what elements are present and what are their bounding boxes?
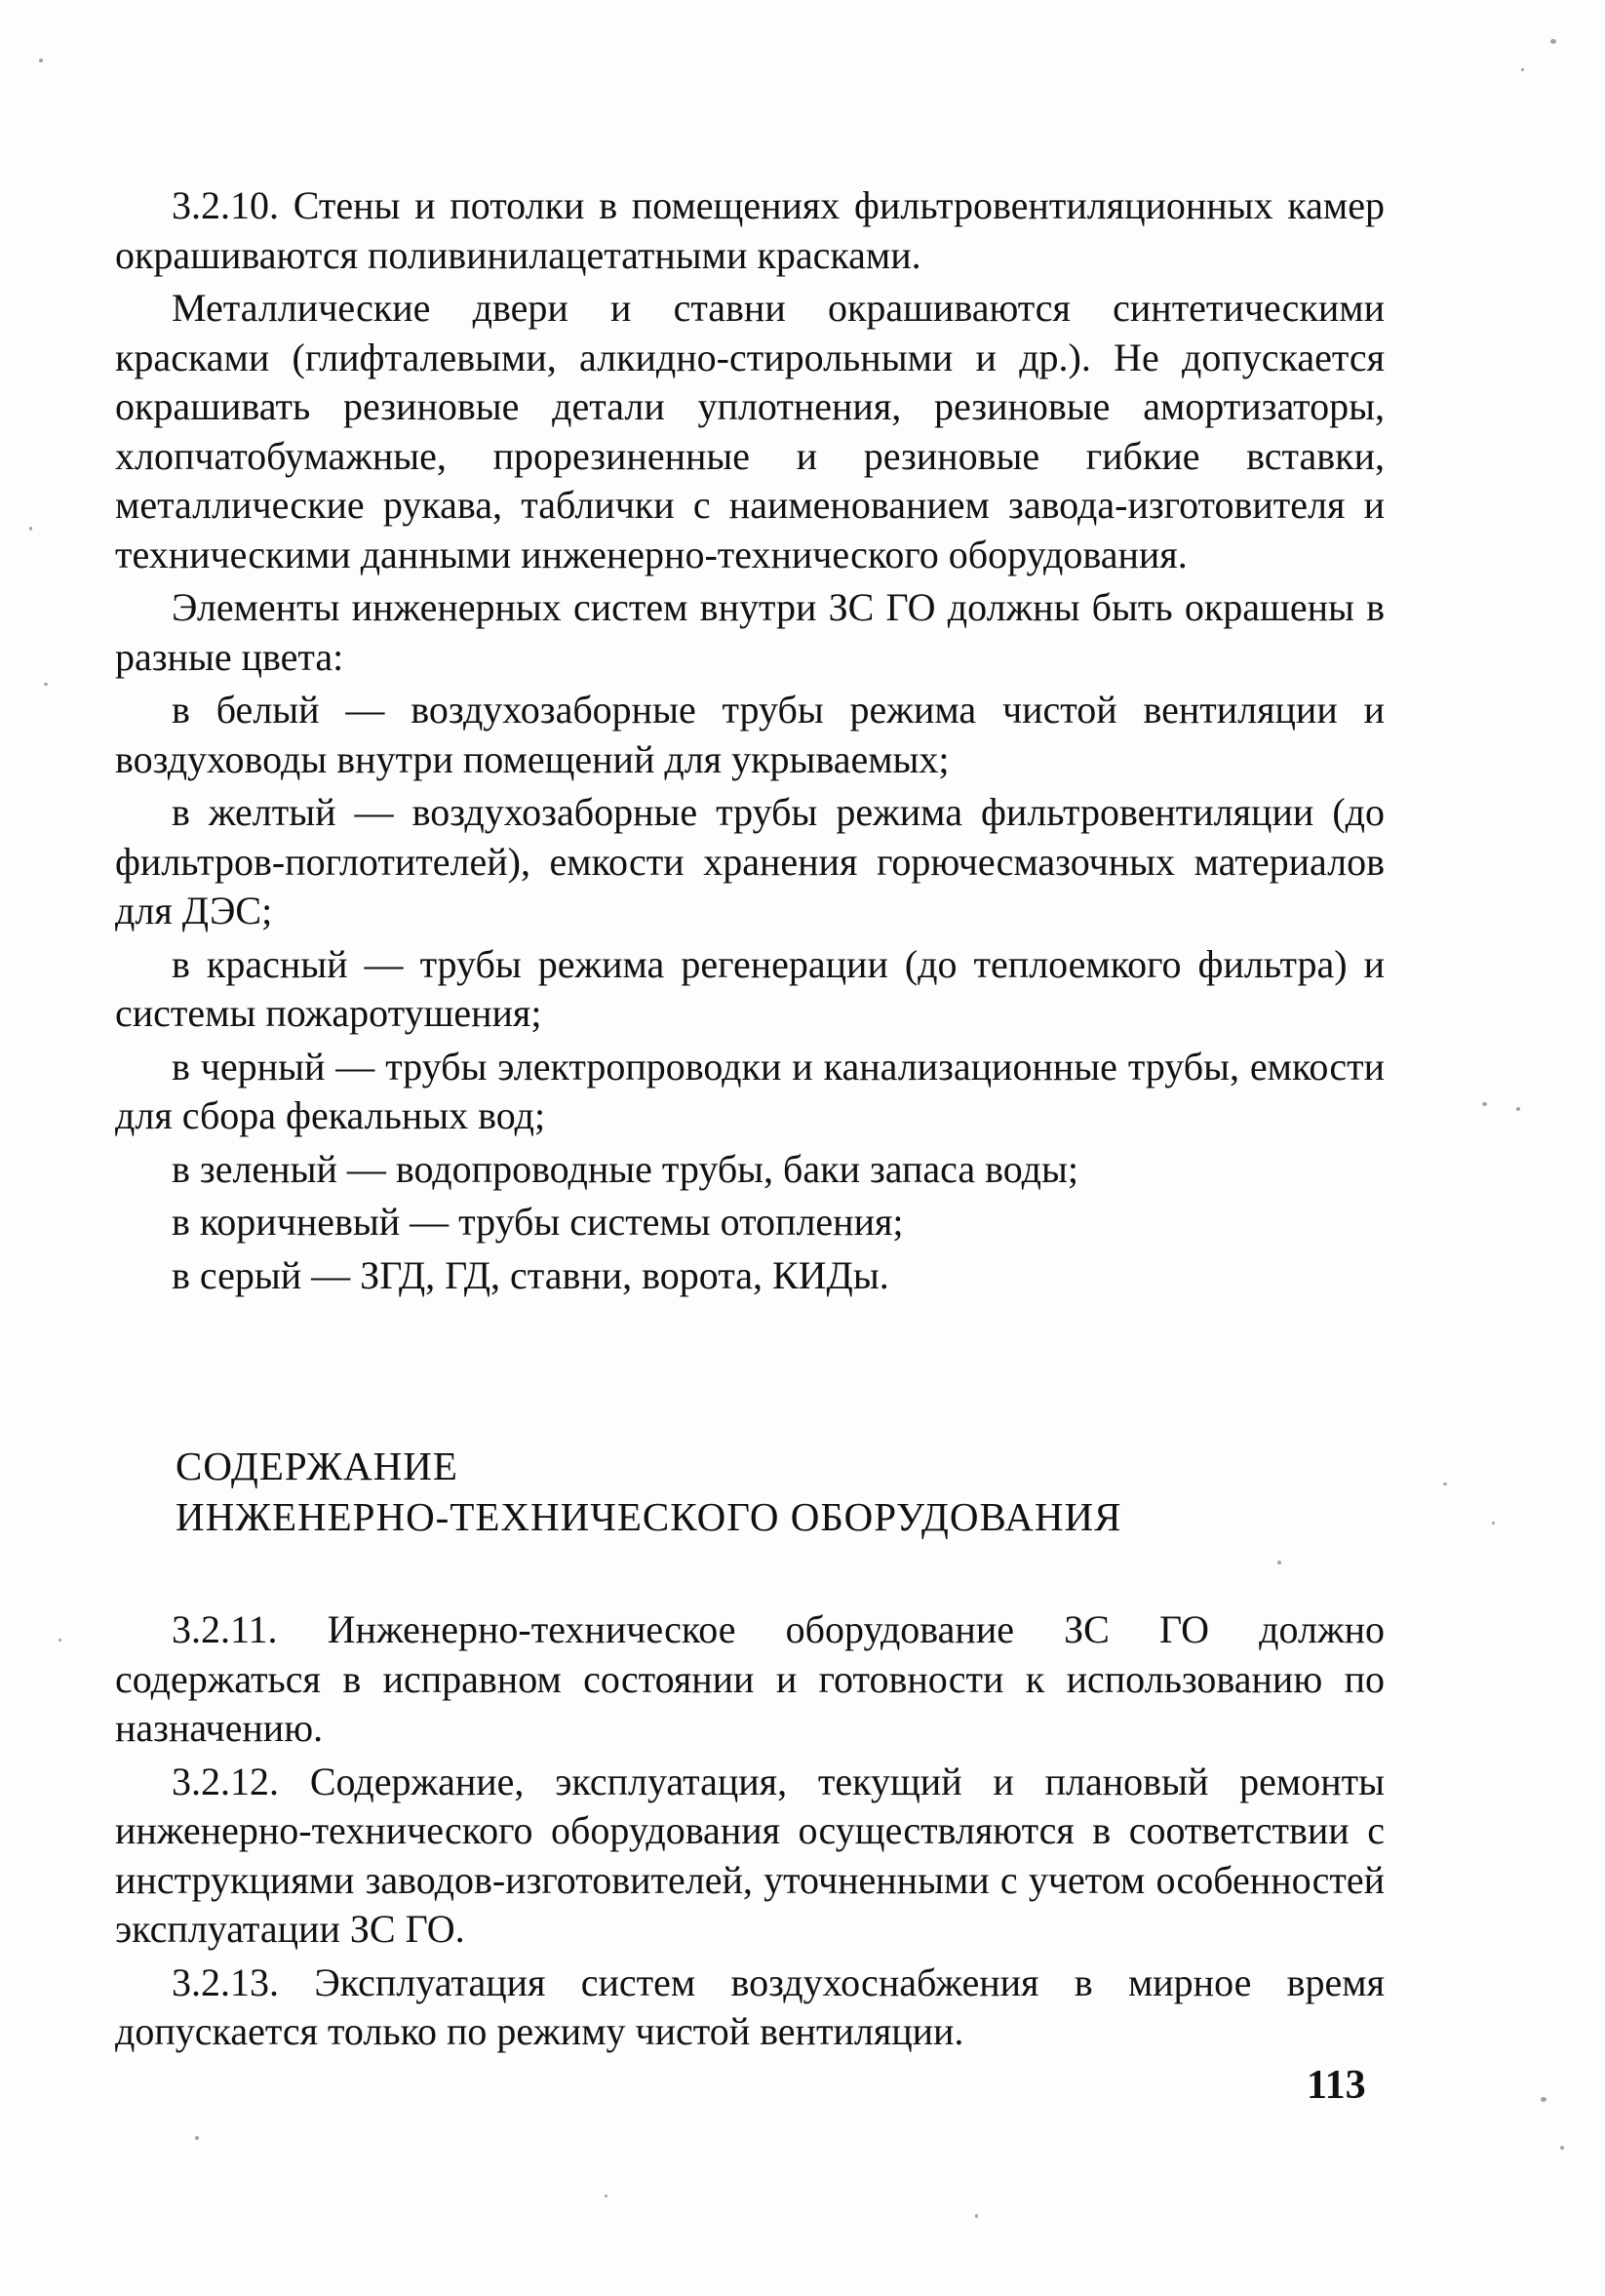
- paragraph-3-2-13: 3.2.13. Эксплуатация систем воздухоснабжения в мирное время допускается только по режиму чистой вентиляции.: [115, 1960, 1385, 2053]
- paragraph-color-green: в зеленый — водопроводные трубы, баки запаса воды;: [172, 1146, 1078, 1191]
- paragraph-color-black: в черный — трубы электропроводки и канализационные трубы, емкости для сбора фекальных вод;: [115, 1044, 1385, 1137]
- body-text-top: [115, 181, 1385, 1304]
- paragraph-colors-intro: Элементы инженерных систем внутри ЗС ГО должны быть окрашены в разные цвета:: [115, 585, 1385, 679]
- page-number: 113: [1307, 2063, 1366, 2108]
- paragraph-color-red: в красный — трубы режима регенерации (до теплоемкого фильтра) и системы пожаротушения;: [115, 941, 1385, 1035]
- section-heading-line-2: ИНЖЕНЕРНО-ТЕХНИЧЕСКОГО ОБОРУДОВАНИЯ: [176, 1494, 1122, 1539]
- paragraph-color-brown: в коричневый — трубы системы отопления;: [172, 1200, 904, 1244]
- paragraph-color-yellow: в желтый — воздухозаборные трубы режима фильтровентиляции (до фильтров-поглотителей), емкости хранения горючесмазочных материалов для ДЭС;: [115, 790, 1385, 932]
- body-text-bottom: [115, 1605, 1385, 2061]
- paragraph-metal-doors: Металлические двери и ставни окрашиваются синтетическими красками (глифталевыми, алкидно-стирольными и др.). Не допускается окрашивать резиновые детали уплотнения, резиновые амортизаторы, хлопчатобумажные, прорезиненные и резиновые гибкие вставки, металлические рукава, таблички с наименованием завода-изготовителя и техническими данными инженерно-технического оборудования.: [115, 286, 1385, 576]
- paragraph-color-white: в белый — воздухозаборные трубы режима чистой вентиляции и воздуховоды внутри помещений для укрываемых;: [115, 688, 1385, 781]
- section-heading-line-1: СОДЕРЖАНИЕ: [176, 1444, 458, 1488]
- section-heading: [176, 1441, 1346, 1542]
- paragraph-3-2-11: 3.2.11. Инженерно-техническое оборудование ЗС ГО должно содержаться в исправном состоянии и готовности к использованию по назначению.: [115, 1607, 1385, 1750]
- paragraph-3-2-10: 3.2.10. Стены и потолки в помещениях фильтровентиляционных камер окрашиваются поливинилацетатными красками.: [115, 183, 1385, 277]
- paragraph-color-grey: в серый — ЗГД, ГД, ставни, ворота, КИДы.: [172, 1252, 889, 1297]
- paragraph-3-2-12: 3.2.12. Содержание, эксплуатация, текущий и плановый ремонты инженерно-технического оборудования осуществляются в соответствии с инструкциями заводов-изготовителей, уточненными с учетом особенностей эксплуатации ЗС ГО.: [115, 1759, 1385, 1951]
